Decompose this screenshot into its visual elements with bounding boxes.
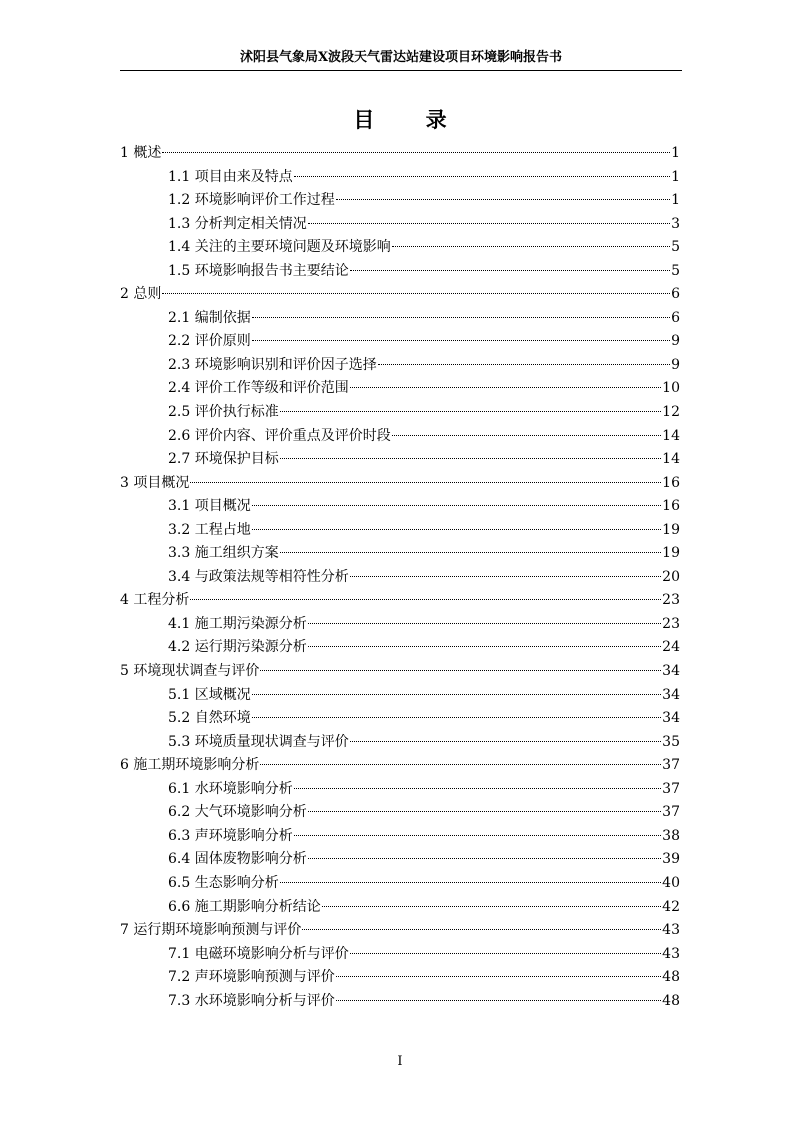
dot-leader [308, 609, 661, 624]
toc-entry-page: 5 [671, 262, 680, 279]
dot-leader [308, 209, 670, 224]
dot-leader [280, 397, 661, 412]
dot-leader [308, 844, 661, 859]
dot-leader [252, 515, 661, 530]
toc-entry-label: 2.4 评价工作等级和评价范围 [168, 380, 349, 397]
toc-entry-label: 1.3 分析判定相关情况 [168, 215, 307, 232]
dot-leader [260, 750, 661, 765]
running-header: 沭阳县气象局X波段天气雷达站建设项目环境影响报告书 [120, 46, 682, 71]
toc-entry-page: 43 [662, 922, 680, 939]
toc-entry-page: 9 [671, 333, 680, 350]
toc-entry-label: 2.7 环境保护目标 [168, 451, 279, 468]
toc-entry-page: 34 [662, 686, 680, 703]
toc-entry-page: 39 [662, 851, 680, 868]
toc-entry-label: 2.6 评价内容、评价重点及评价时段 [168, 427, 391, 444]
dot-leader [190, 468, 661, 483]
toc-entry-page: 20 [662, 568, 680, 585]
toc-entry-label: 6.4 固体废物影响分析 [168, 851, 307, 868]
dot-leader [294, 821, 661, 836]
toc-entry-label: 2.1 编制依据 [168, 309, 251, 326]
toc-entry-label: 2.3 环境影响识别和评价因子选择 [168, 356, 377, 373]
dot-leader [252, 703, 661, 718]
toc-entry-label: 3.4 与政策法规等相符性分析 [168, 568, 349, 585]
dot-leader [190, 585, 661, 600]
toc-entry-label: 5 环境现状调查与评价 [120, 663, 260, 680]
toc-entry-label: 4 工程分析 [120, 592, 190, 609]
dot-leader [308, 632, 661, 647]
toc-entry-page: 10 [662, 380, 680, 397]
toc-entry-label: 6.5 生态影响分析 [168, 874, 279, 891]
dot-leader [308, 797, 661, 812]
toc-entry-label: 7 运行期环境影响预测与评价 [120, 922, 302, 939]
toc-entry-page: 1 [671, 168, 680, 185]
toc-entry-label: 6.6 施工期影响分析结论 [168, 898, 321, 915]
dot-leader [162, 279, 670, 294]
toc-entry-page: 48 [662, 969, 680, 986]
toc-entry-label: 4.1 施工期污染源分析 [168, 615, 307, 632]
toc-entry-label: 2.2 评价原则 [168, 333, 251, 350]
toc-entry-page: 1 [671, 192, 680, 209]
dot-leader [350, 939, 661, 954]
toc-entry-page: 48 [662, 992, 680, 1009]
dot-leader [336, 962, 661, 977]
toc-entry-label: 6.1 水环境影响分析 [168, 780, 293, 797]
toc-entry-label: 2 总则 [120, 286, 162, 303]
toc-entry-page: 34 [662, 710, 680, 727]
toc-entry-label: 3.3 施工组织方案 [168, 545, 279, 562]
toc-entry-label: 1.2 环境影响评价工作过程 [168, 192, 335, 209]
dot-leader [350, 373, 661, 388]
dot-leader [392, 232, 670, 247]
toc-entry-page: 16 [662, 474, 680, 491]
dot-leader [350, 562, 661, 577]
dot-leader [252, 326, 670, 341]
toc-entry-page: 34 [662, 663, 680, 680]
dot-leader [336, 986, 661, 1001]
dot-leader [350, 727, 661, 742]
dot-leader [392, 421, 661, 436]
toc-entry-page: 40 [662, 874, 680, 891]
dot-leader [252, 303, 670, 318]
dot-leader [280, 444, 661, 459]
toc-entry-label: 5.2 自然环境 [168, 710, 251, 727]
toc-entry-label: 1.1 项目由来及特点 [168, 168, 293, 185]
toc-entry-label: 3.2 工程占地 [168, 521, 251, 538]
dot-leader [252, 491, 661, 506]
toc-entry-page: 14 [662, 451, 680, 468]
dot-leader [336, 185, 670, 200]
toc-entry-label: 1 概述 [120, 145, 162, 161]
toc-entry-label: 2.5 评价执行标准 [168, 404, 279, 421]
toc-entry-page: 9 [671, 356, 680, 373]
toc-entry-page: 37 [662, 804, 680, 821]
toc-entry-page: 19 [662, 545, 680, 562]
toc-section-entry[interactable] [120, 990, 680, 1014]
toc-entry-page: 42 [662, 898, 680, 915]
dot-leader [252, 680, 661, 695]
toc-entry-page: 24 [662, 639, 680, 656]
toc-entry-page: 5 [671, 239, 680, 256]
dot-leader [350, 256, 670, 271]
table-of-contents [120, 142, 680, 1013]
dot-leader [378, 350, 670, 365]
dot-leader [162, 138, 670, 153]
toc-entry-page: 3 [671, 215, 680, 232]
toc-entry-page: 43 [662, 945, 680, 962]
toc-entry-label: 7.1 电磁环境影响分析与评价 [168, 945, 349, 962]
toc-entry-label: 3.1 项目概况 [168, 498, 251, 515]
toc-entry-page: 38 [662, 827, 680, 844]
dot-leader [260, 656, 661, 671]
page-title: 目 录 [353, 107, 469, 132]
toc-entry-label: 7.3 水环境影响分析与评价 [168, 992, 335, 1009]
dot-leader [280, 868, 661, 883]
toc-entry-page: 12 [662, 404, 680, 421]
dot-leader [294, 162, 670, 177]
toc-entry-label: 6 施工期环境影响分析 [120, 757, 260, 774]
toc-entry-page: 16 [662, 498, 680, 515]
dot-leader [280, 538, 661, 553]
toc-entry-page: 19 [662, 521, 680, 538]
toc-entry-label: 7.2 声环境影响预测与评价 [168, 969, 335, 986]
toc-entry-page: 37 [662, 780, 680, 797]
toc-entry-label: 6.3 声环境影响分析 [168, 827, 293, 844]
toc-entry-label: 5.3 环境质量现状调查与评价 [168, 733, 349, 750]
dot-leader [302, 915, 661, 930]
dot-leader [294, 774, 661, 789]
toc-entry-page: 6 [671, 286, 680, 303]
toc-entry-page: 23 [662, 615, 680, 632]
toc-entry-page: 14 [662, 427, 680, 444]
toc-entry-page: 6 [671, 309, 680, 326]
toc-entry-label: 6.2 大气环境影响分析 [168, 804, 307, 821]
toc-entry-page: 23 [662, 592, 680, 609]
toc-entry-page: 1 [671, 145, 680, 161]
toc-entry-label: 1.4 关注的主要环境问题及环境影响 [168, 239, 391, 256]
page-number: I [397, 1054, 403, 1069]
toc-entry-label: 5.1 区域概况 [168, 686, 251, 703]
toc-entry-page: 35 [662, 733, 680, 750]
toc-entry-label: 4.2 运行期污染源分析 [168, 639, 307, 656]
toc-entry-label: 3 项目概况 [120, 474, 190, 491]
toc-entry-page: 37 [662, 757, 680, 774]
dot-leader [322, 892, 661, 907]
toc-entry-label: 1.5 环境影响报告书主要结论 [168, 262, 349, 279]
